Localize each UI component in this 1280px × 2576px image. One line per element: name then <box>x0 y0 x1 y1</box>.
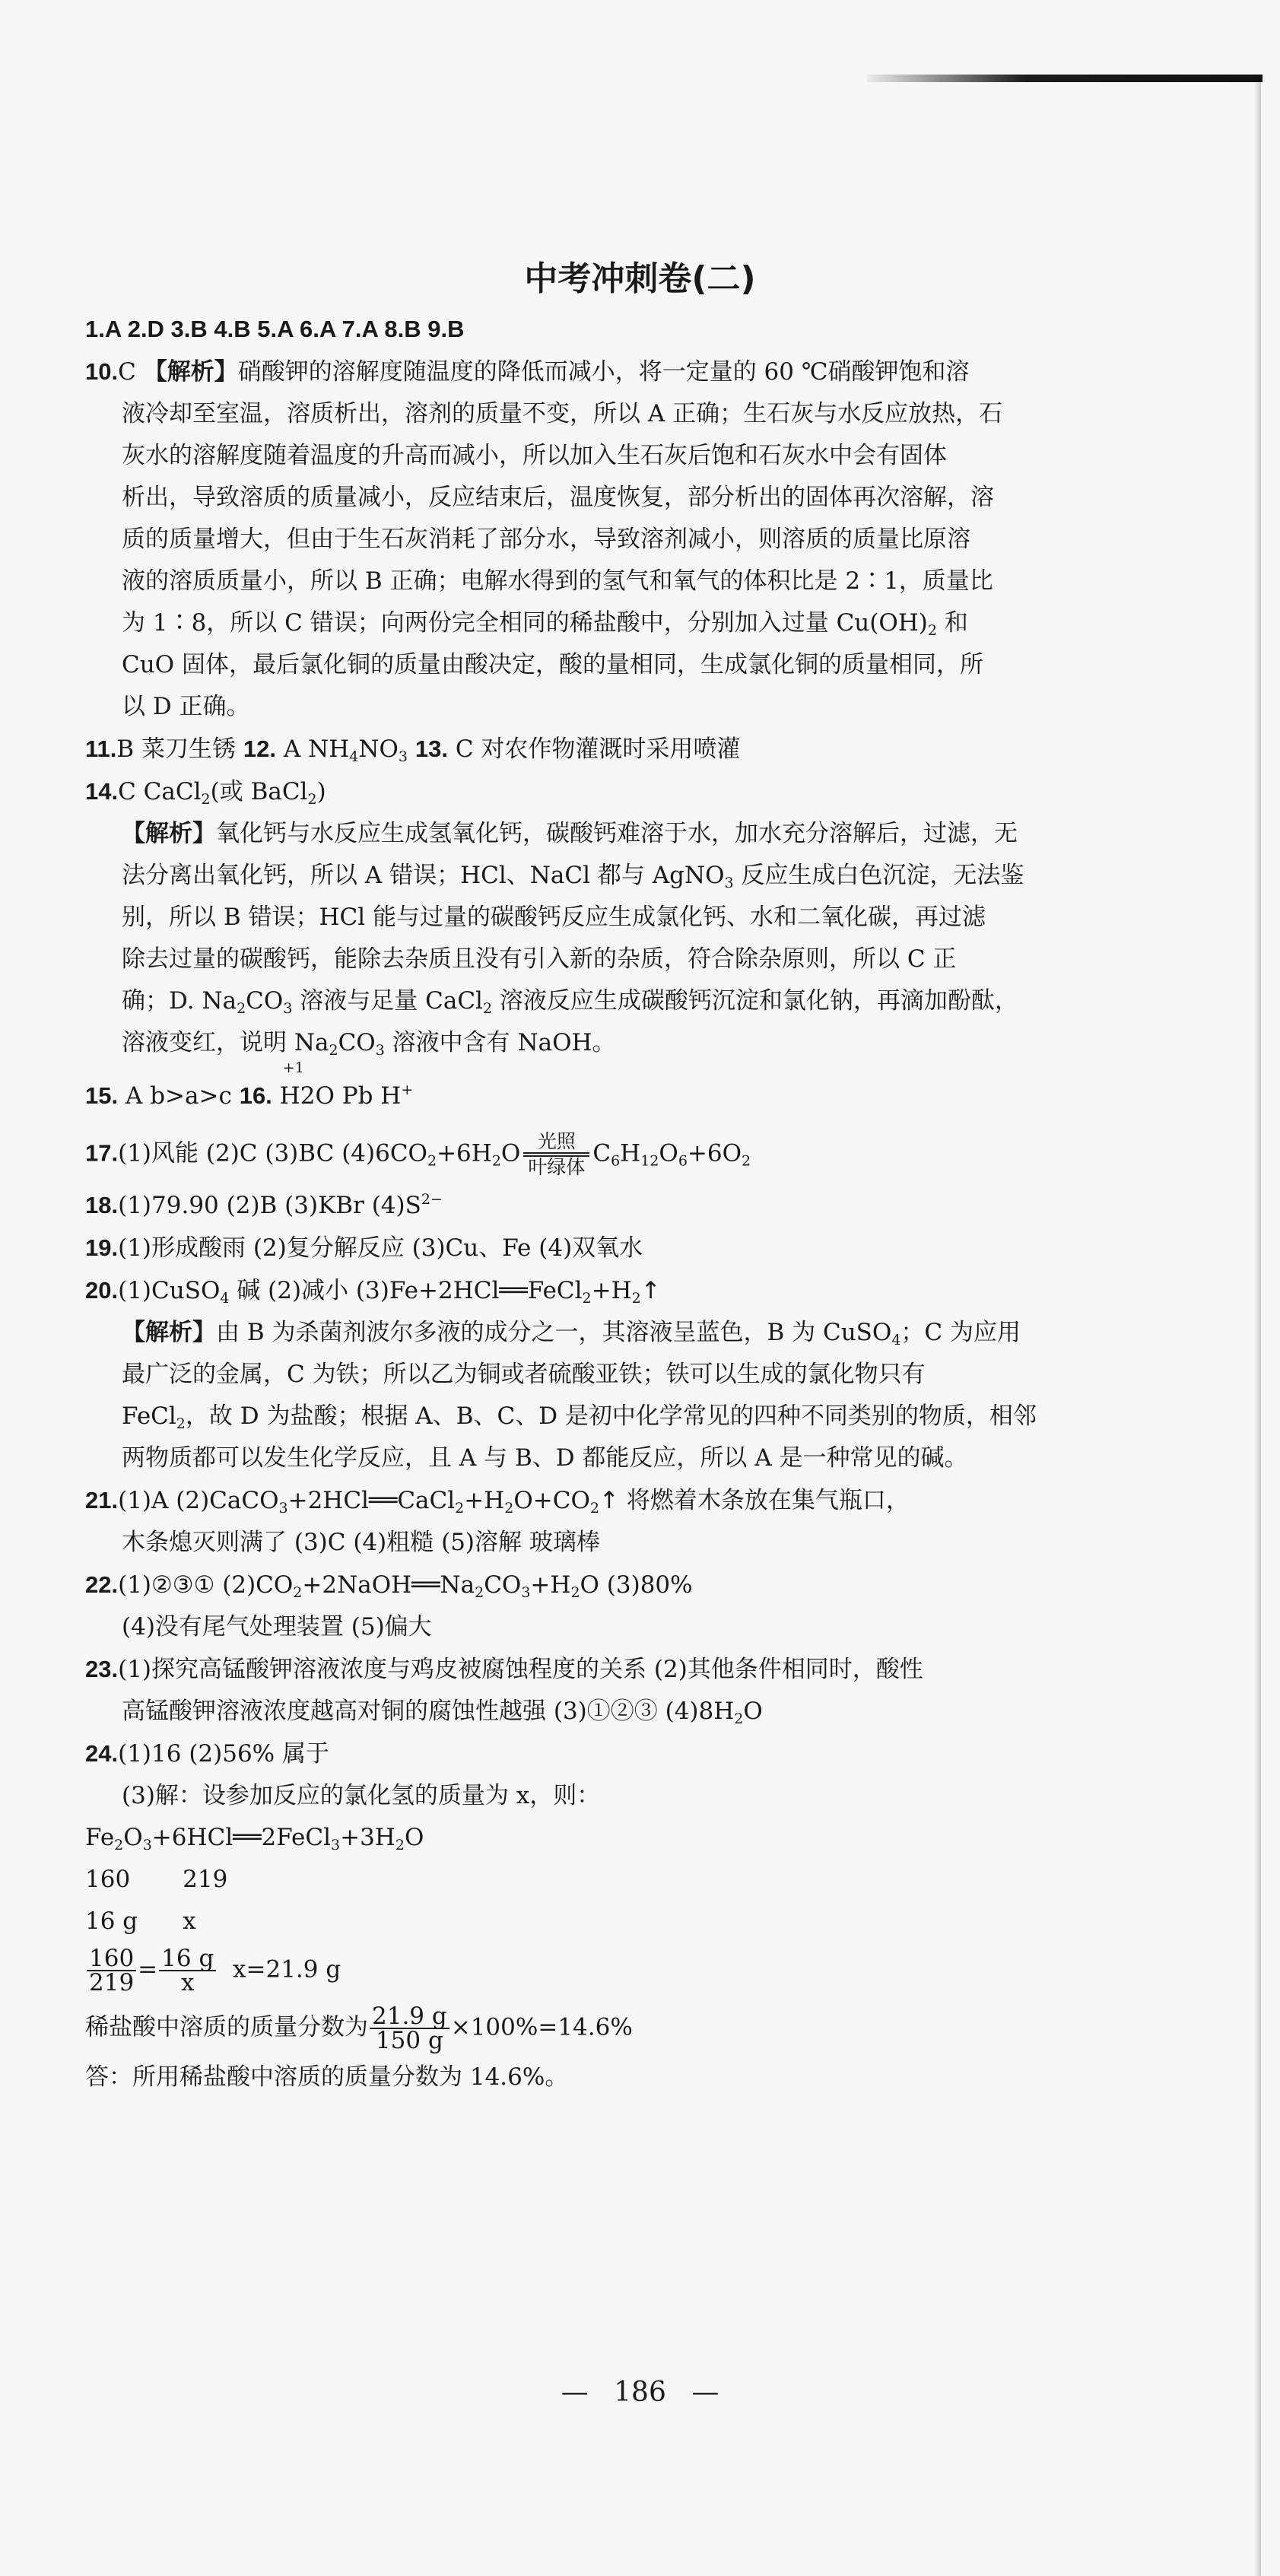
answers-1-9: 1.A 2.D 3.B 4.B 5.A 6.A 7.A 8.B 9.B <box>85 316 465 342</box>
answer-21-line: 木条熄灭则满了 (3)C (4)粗糙 (5)溶解 玻璃棒 <box>122 1529 600 1556</box>
answer-10: 10.C 【解析】硝酸钾的溶解度随温度的降低而减小，将一定量的 60 ℃硝酸钾饱和溶 <box>85 358 970 386</box>
answer-10-line: 灰水的溶解度随着温度的升高而减小，所以加入生石灰后饱和石灰水中会有固体 <box>122 442 947 469</box>
answer-20: 20.(1)CuSO$_4$ 碱 (2)减小 $(3)Fe+2HCl══FeCl_2+H_2↑$ <box>85 1277 661 1307</box>
fraction: $\frac{160}{219}$ <box>87 1947 136 1994</box>
fraction: $\frac{16 g}{x}$ <box>159 1947 216 1994</box>
answer-17: 17.(1)风能 (2)C (3)BC $(4)6CO_2+6H_2O$ 光照 叶绿体 $C_6H_{12}O_6+6O_2$ <box>85 1130 751 1178</box>
gas-up-arrow-icon: ↑ <box>640 1277 661 1304</box>
answer-10-line: 为 1∶8，所以 C 错误；向两份完全相同的稀盐酸中，分别加入过量 $Cu(OH)_2$ 和 <box>122 609 968 639</box>
answer-14-line: 别，所以 B 错误；HCl 能与过量的碳酸钙反应生成氯化钙、水和二氧化碳，再过滤 <box>122 904 986 931</box>
answer-24-proportion: $\frac{160}{219}$ = $\frac{16 g}{x}$ x=21.9 g <box>85 1947 1066 1994</box>
answer-10-line: 液冷却至室温，溶质析出，溶剂的质量不变，所以 A 正确；生石灰与水反应放热，石 <box>122 400 1003 427</box>
answer-10-line: 以 D 正确。 <box>122 693 250 720</box>
answer-21: 21.(1)A $(2)CaCO_3+2HCl══CaCl_2+H_2O+CO_2↑$ 将燃着木条放在集气瓶口， <box>85 1487 910 1517</box>
answer-23-line: 高锰酸钾溶液浓度越高对铜的腐蚀性越强 (3)①②③ $(4)8H_2O$ <box>122 1698 763 1727</box>
answer-22: 22.(1)②③① $(2)CO_2+2NaOH══Na_2CO_3+H_2O$ (3)80% <box>85 1571 693 1601</box>
answer-24-equation: $Fe_2O_3+6HCl══2FeCl_3+3H_2O$ <box>85 1824 424 1853</box>
answer-14-line: 确；D. $Na_2CO_3$ 溶液与足量 CaCl$_2$ 溶液反应生成碳酸钙沉淀和氯化钠，再滴加酚酞， <box>122 987 1018 1017</box>
answer-10-line: CuO 固体，最后氯化铜的质量由酸决定，酸的量相同，生成氯化铜的质量相同，所 <box>122 651 983 678</box>
fraction: $\frac{21.9 g}{150 g}$ <box>370 2005 449 2052</box>
answer-14-line: 【解析】氧化钙与水反应生成氢氧化钙，碳酸钙难溶于水，加水充分溶解后，过滤，无 <box>122 820 1018 847</box>
scan-edge-right <box>1255 80 1261 2576</box>
answer-18: 18.(1)79.90 (2)B (3)KBr $(4)S^{2-}$ <box>85 1191 443 1219</box>
answer-15-16: 15. A b>a>c 16. +1 H2O Pb H+ <box>85 1075 1066 1117</box>
page-footer: — 186 — <box>561 2377 719 2408</box>
answer-20-line: 最广泛的金属，C 为铁；所以乙为铜或者硫酸亚铁；铁可以生成的氯化物只有 <box>122 1361 926 1388</box>
answer-24: 24.(1)16 (2)56% 属于 <box>85 1740 329 1768</box>
hydrogen-valence: +1 H <box>279 1059 304 1110</box>
answer-24-concentration: 稀盐酸中溶质的质量分数为 $\frac{21.9 g}{150 g}$ ×100%=14.6% <box>85 2003 633 2054</box>
answer-14-line: 除去过量的碳酸钙，能除去杂质且没有引入新的杂质，符合除杂原则，所以 C 正 <box>122 945 957 973</box>
answer-content <box>85 308 1066 2098</box>
scan-edge-top <box>867 75 1263 82</box>
answer-20-line: FeCl$_2$，故 D 为盐酸；根据 A、B、C、D 是初中化学常见的四种不同类别的物质，相邻 <box>122 1402 1037 1432</box>
answer-20-line: 两物质都可以发生化学反应，且 A 与 B、D 都能反应，所以 A 是一种常见的碱。 <box>122 1444 968 1472</box>
answer-24-quantities: 16 g x <box>85 1907 196 1935</box>
answer-24-line: (3)解：设参加反应的氯化氢的质量为 x，则： <box>122 1782 601 1809</box>
answer-24-conclusion: 答：所用稀盐酸中溶质的质量分数为 14.6%。 <box>85 2063 569 2091</box>
answer-22-line: (4)没有尾气处理装置 (5)偏大 <box>122 1613 432 1641</box>
page-number: 186 <box>614 2377 666 2408</box>
answer-24-masses: 160 219 <box>85 1866 228 1893</box>
answer-14: 14.C CaCl$_2$(或 BaCl$_2$) <box>85 778 326 808</box>
answer-10-line: 液的溶质质量小，所以 B 正确；电解水得到的氢气和氧气的体积比是 2∶1，质量比 <box>122 567 993 595</box>
gas-up-arrow-icon: ↑ <box>599 1487 619 1514</box>
answer-10-line: 析出，导致溶质的质量减小，反应结束后，温度恢复，部分析出的固体再次溶解，溶 <box>122 484 994 511</box>
answer-23: 23.(1)探究高锰酸钾溶液浓度与鸡皮被腐蚀程度的关系 (2)其他条件相同时，酸性 <box>85 1656 923 1683</box>
answer-20-line: 【解析】由 B 为杀菌剂波尔多液的成分之一，其溶液呈蓝色，B 为 CuSO$_4$；C 为应用 <box>122 1319 1021 1348</box>
answer-14-line: 溶液变红，说明 $Na_2CO_3$ 溶液中含有 NaOH。 <box>122 1029 616 1059</box>
answer-10-line: 质的质量增大，但由于生石灰消耗了部分水，导致溶剂减小，则溶质的质量比原溶 <box>122 526 970 553</box>
answer-14-line: 法分离出氧化钙，所以 A 错误；HCl、NaCl 都与 AgNO$_3$ 反应生成白色沉淀，无法鉴 <box>122 862 1024 891</box>
answer-11-13: 11.B 菜刀生锈 12. A $NH_4NO_3$ 13. C 对农作物灌溉时采用喷灌 <box>85 735 741 765</box>
answer-19: 19.(1)形成酸雨 (2)复分解反应 (3)Cu、Fe (4)双氧水 <box>85 1234 643 1262</box>
page-title: 中考冲刺卷(二) <box>524 259 756 298</box>
reaction-condition: 光照 叶绿体 <box>523 1131 589 1178</box>
